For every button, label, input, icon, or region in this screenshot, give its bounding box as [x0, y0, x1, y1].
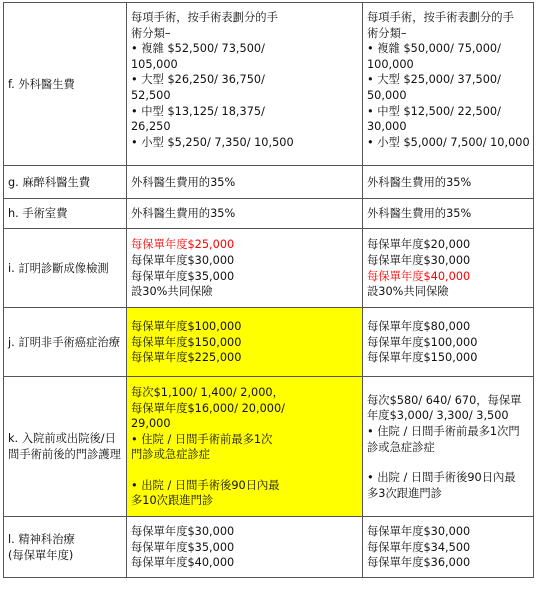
table-row — [4, 3, 534, 166]
table-row — [4, 517, 534, 578]
insurance-benefits-table — [3, 2, 534, 578]
plan-a-cell: 外科醫生費用的35% — [127, 166, 363, 199]
row-label: l. 精神科治療 (每保單年度) — [4, 517, 127, 578]
plan-b-cell: 每保單年度$30,000 每保單年度$34,500 每保單年度$36,000 — [363, 517, 534, 578]
plan-a-cell: 外科醫生費用的35% — [127, 199, 363, 229]
plan-b-cell: 每保單年度$80,000 每保單年度$100,000 每保單年度$150,000 — [363, 308, 534, 377]
plan-a-cell: 每次$1,100/ 1,400/ 2,000， 每保單年度$16,000/ 20,000/ 29,000 • 住院 / 日間手術前最多1次 門診或急症診症 • 出院 / 日間手術後90日內最 多10次跟進門診 — [127, 377, 363, 517]
plan-b-cell: 每次$580/ 640/ 670，每保單 年度$3,000/ 3,300/ 3,500 • 住院 / 日間手術前最多1次門 診或急症診症 • 出院 / 日間手術後90日內最 多3次跟進門診 — [363, 377, 534, 517]
plan-b-cell: 每項手術，按手術表劃分的手 術分類– • 複雜 $50,000/ 75,000/ 100,000 • 大型 $25,000/ 37,500/ 50,000 • 中型 $12,500/ 22,500/ 30,000 • 小型 $5,000/ 7,500/ 10,000 — [363, 3, 534, 166]
plan-a-cell: 每保單年度$100,000 每保單年度$150,000 每保單年度$225,000 — [127, 308, 363, 377]
table-row — [4, 166, 534, 199]
row-label: f. 外科醫生費 — [4, 3, 127, 166]
plan-b-cell: 外科醫生費用的35% — [363, 199, 534, 229]
table-row — [4, 199, 534, 229]
table-row — [4, 229, 534, 308]
row-label: g. 麻醉科醫生費 — [4, 166, 127, 199]
plan-b-cell: 外科醫生費用的35% — [363, 166, 534, 199]
plan-a-cell: 每項手術，按手術表劃分的手 術分類– • 複雜 $52,500/ 73,500/ 105,000 • 大型 $26,250/ 36,750/ 52,500 • 中型 $13,125/ 18,375/ 26,250 • 小型 $5,250/ 7,350/ 10,500 — [127, 3, 363, 166]
plan-a-cell: 每保單年度$25,000 每保單年度$30,000 每保單年度$35,000 設30%共同保險 — [127, 229, 363, 308]
plan-a-cell: 每保單年度$30,000 每保單年度$35,000 每保單年度$40,000 — [127, 517, 363, 578]
row-label: i. 訂明診斷成像檢測 — [4, 229, 127, 308]
plan-b-cell: 每保單年度$20,000 每保單年度$30,000 每保單年度$40,000 設30%共同保險 — [363, 229, 534, 308]
table-row — [4, 377, 534, 517]
row-label: j. 訂明非手術癌症治療 — [4, 308, 127, 377]
table-row — [4, 308, 534, 377]
row-label: k. 入院前或出院後/日 間手術前後的門診護理 — [4, 377, 127, 517]
row-label: h. 手術室費 — [4, 199, 127, 229]
